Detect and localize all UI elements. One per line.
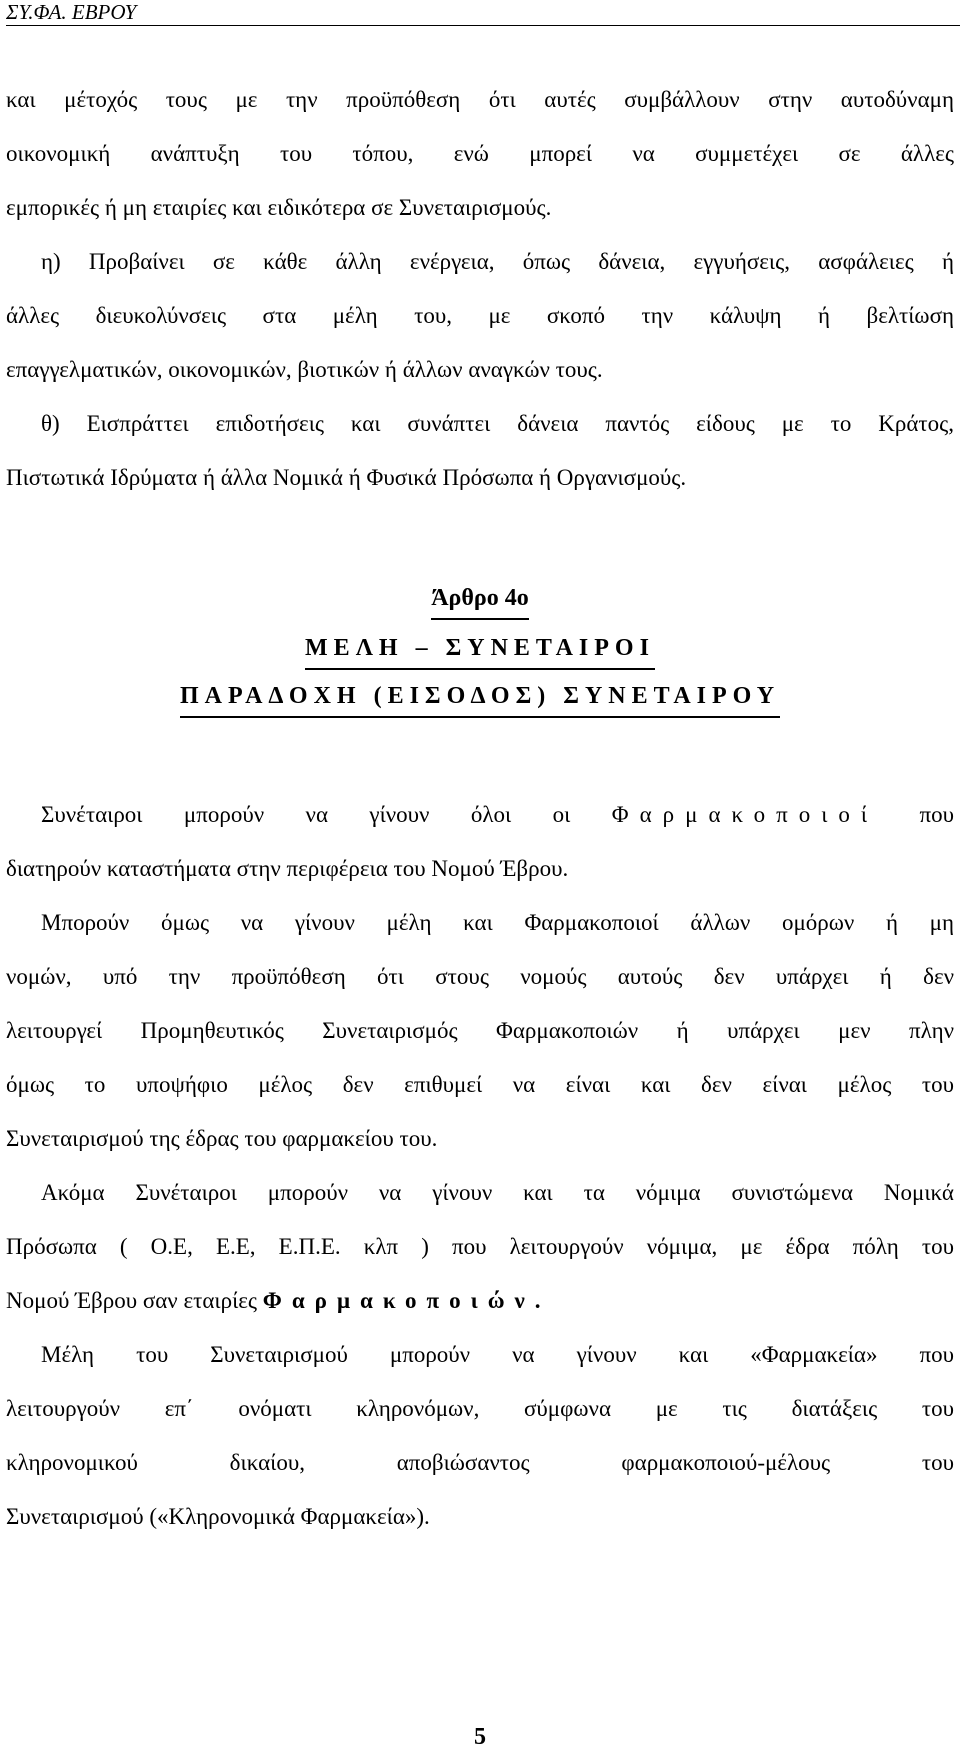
paragraph-line: οικονομική ανάπτυξη του τόπου, ενώ μπορεί να συμμετέχει σε άλλες <box>6 141 954 166</box>
paragraph-line: Συνεταιρισμού της έδρας του φαρμακείου του. <box>6 1126 438 1151</box>
paragraph-line: Πρόσωπα ( Ο.Ε, Ε.Ε, Ε.Π.Ε. κλπ ) που λειτουργούν νόμιμα, με έδρα πόλη του <box>6 1234 954 1259</box>
text-segment: Νομού Έβρου σαν εταιρίες <box>6 1288 258 1313</box>
pharmacists-word: Φαρμακοποιοί <box>611 802 879 827</box>
text-segment: Συνέταιροι μπορούν να γίνουν όλοι οι <box>41 802 571 827</box>
article-subtitle-row <box>6 626 954 676</box>
paragraph-line: άλλες διευκολύνσεις στα μέλη του, με σκοπό την κάλυψη ή βελτίωση <box>6 303 954 328</box>
paragraph-line: Ακόμα Συνέταιροι μπορούν να γίνουν και τα νόμιμα συνιστώμενα Νομικά <box>41 1180 954 1205</box>
paragraph-line: κληρονομικού δικαίου, αποβιώσαντος φαρμακοποιού-μέλους του <box>6 1450 954 1475</box>
article-subtitle-admission: ΠΑΡΑΔΟΧΗ (ΕΙΣΟΔΟΣ) ΣΥΝΕΤΑΙΡΟΥ <box>180 676 780 718</box>
paragraph-line: λειτουργεί Προμηθευτικός Συνεταιρισμός Φαρμακοποιών ή υπάρχει μεν πλην <box>6 1018 954 1043</box>
pharmacists-bold-word: Φαρμακοποιών. <box>262 1288 551 1313</box>
spacer <box>6 505 954 578</box>
article-heading-row <box>6 578 954 626</box>
text-segment: που <box>919 802 955 827</box>
paragraph-line: νομών, υπό την προϋπόθεση ότι στους νομούς αυτούς δεν υπάρχει ή δεν <box>6 964 954 989</box>
paragraph-line: Μπορούν όμως να γίνουν μέλη και Φαρμακοποιοί άλλων ομόρων ή μη <box>41 910 954 935</box>
paragraph-line: επαγγελματικών, οικονομικών, βιοτικών ή άλλων αναγκών τους. <box>6 357 603 382</box>
header-title: ΣΥ.ΦΑ. ΕΒΡΟΥ <box>6 0 137 24</box>
page-number: 5 <box>474 1724 486 1750</box>
paragraph-line <box>6 1274 954 1328</box>
paragraph-line: Πιστωτικά Ιδρύματα ή άλλα Νομικά ή Φυσικά Πρόσωπα ή Οργανισμούς. <box>6 465 687 490</box>
paragraph-line: Μέλη του Συνεταιρισμού μπορούν να γίνουν και «Φαρμακεία» που <box>41 1342 954 1367</box>
paragraph-line: Συνεταιρισμού («Κληρονομικά Φαρμακεία»). <box>6 1504 430 1529</box>
article-subtitle-row <box>6 676 954 724</box>
paragraph-line: και μέτοχός τους με την προϋπόθεση ότι αυτές συμβάλλουν στην αυτοδύναμη <box>6 87 954 112</box>
paragraph-line: διατηρούν καταστήματα στην περιφέρεια του Νομού Έβρου. <box>6 856 569 881</box>
document-body <box>6 73 954 1544</box>
article-subtitle-members: ΜΕΛΗ – ΣΥΝΕΤΑΙΡΟΙ <box>305 628 655 670</box>
article-title: Άρθρο 4ο <box>431 578 529 620</box>
paragraph-line: λειτουργούν επ΄ ονόματι κληρονόμων, σύμφωνα με τις διατάξεις του <box>6 1396 954 1421</box>
paragraph-line: όμως το υποψήφιο μέλος δεν επιθυμεί να είναι και δεν είναι μέλος του <box>6 1072 954 1097</box>
paragraph-line: θ) Εισπράττει επιδοτήσεις και συνάπτει δάνεια παντός είδους με το Κράτος, <box>41 411 954 436</box>
spacer <box>6 724 954 788</box>
header-rule <box>6 25 960 26</box>
paragraph-line: η) Προβαίνει σε κάθε άλλη ενέργεια, όπως δάνεια, εγγυήσεις, ασφάλειες ή <box>41 249 954 274</box>
paragraph-line: εμπορικές ή μη εταιρίες και ειδικότερα σε Συνεταιρισμούς. <box>6 195 552 220</box>
page-header <box>0 0 960 26</box>
paragraph-line <box>6 788 954 842</box>
